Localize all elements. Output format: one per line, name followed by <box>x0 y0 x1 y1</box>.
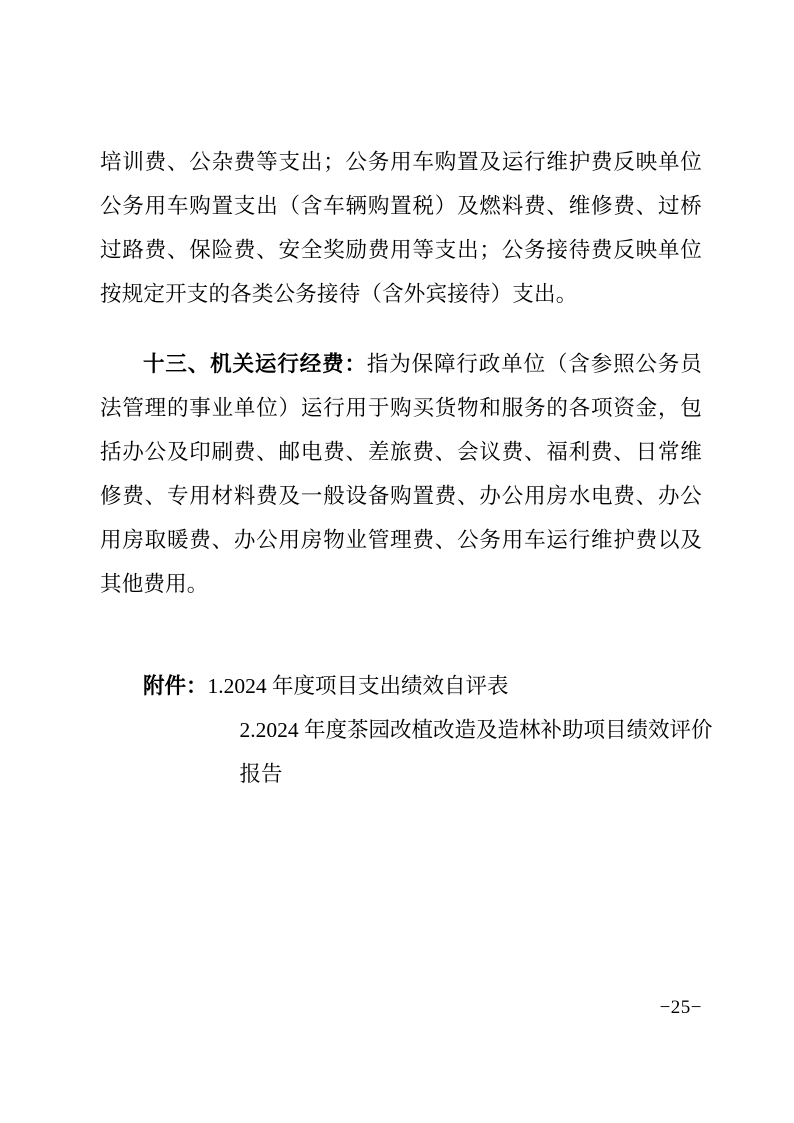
attachment-item-continuation: 报告 <box>239 762 283 786</box>
paragraph-item-13 <box>100 342 702 606</box>
attachments-list <box>208 664 713 796</box>
page-number: −25− <box>659 997 702 1018</box>
paragraph-text: 指为保障行政单位（含参照公务员法管理的事业单位）运行用于购买货物和服务的各项资金，包括办公及印刷费、邮电费、差旅费、会议费、福利费、日常维修费、专用材料费及一般设备购置费、办公用房水电费、办公用房取暖费、办公用房物业管理费、公务用车运行维护费以及其他费用。 <box>100 352 702 596</box>
attachments-label: 附件： <box>143 674 208 698</box>
paragraph-continued <box>100 140 702 316</box>
attachment-item: 1.2024 年度项目支出绩效自评表 <box>207 674 509 698</box>
paragraph-text: 培训费、公杂费等支出；公务用车购置及运行维护费反映单位公务用车购置支出（含车辆购置税）及燃料费、维修费、过桥过路费、保险费、安全奖励费用等支出；公务接待费反映单位按规定开支的各类公务接待（含外宾接待）支出。 <box>100 150 702 306</box>
paragraph-spacer <box>100 316 702 342</box>
attachments-section <box>100 664 713 796</box>
attachments-row <box>100 664 713 796</box>
paragraph-heading-lead: 十三、机关运行经费： <box>143 352 367 376</box>
attachment-item: 2.2024 年度茶园改植改造及造林补助项目绩效评价 <box>239 718 713 742</box>
